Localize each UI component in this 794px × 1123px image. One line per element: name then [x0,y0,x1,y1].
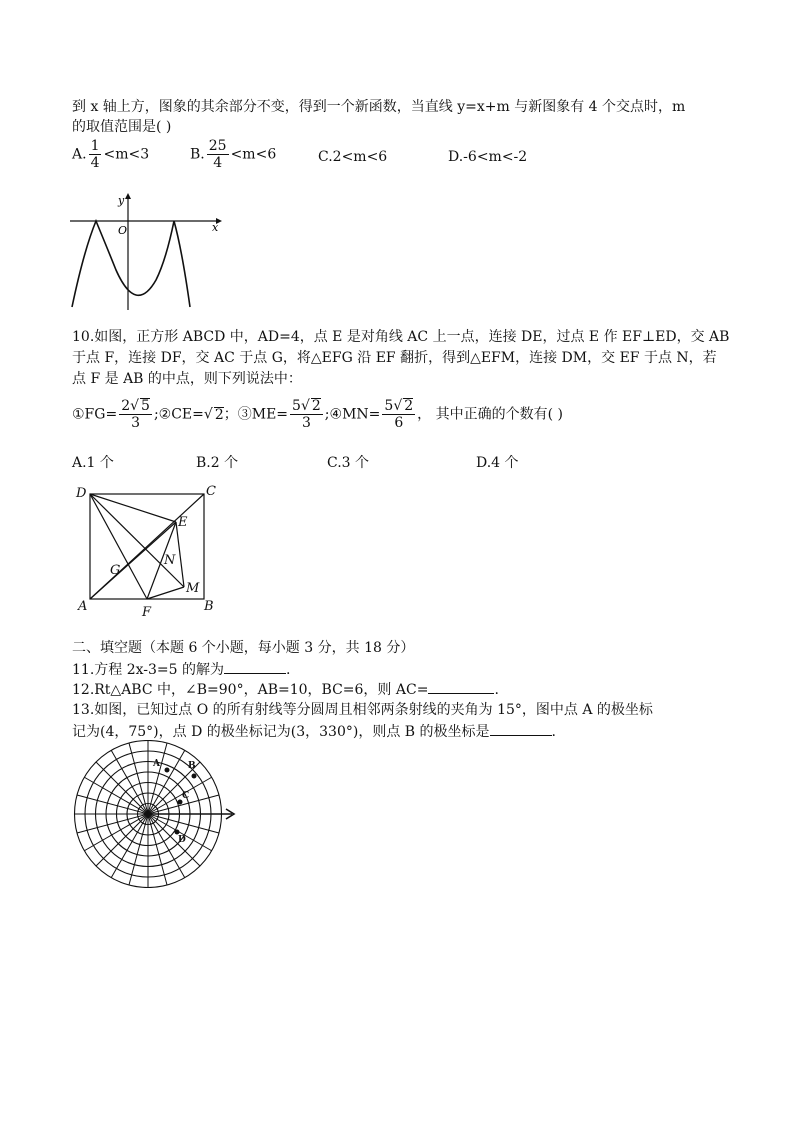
label-e: E [178,515,188,530]
q13-line1: 13.如图，已知过点 O 的所有射线等分圆周且相邻两条射线的夹角为 15°，图中点 A 的极坐标 [72,702,653,718]
q13-line2: 记为(4，75°)，点 D 的极坐标记为(3，330°)，则点 B 的极坐标是 . [72,721,556,742]
q9-option-b-fraction: $\frac{25}{4}$ [208,138,227,171]
q13-text: 记为(4，75°)，点 D 的极坐标记为(3，330°)，则点 B 的极坐标是 [72,724,490,740]
q12: 12.Rt△ABC 中，∠B=90°，AB=10，BC=6，则 AC= . [72,679,499,700]
polar-ray [77,795,148,814]
q10-line3: 点 F 是 AB 的中点，则下列说法中： [72,371,302,387]
q10-option-a: A.1 个 [72,455,114,471]
statement-1-prefix: ①FG= [72,406,118,423]
q9-option-a-prefix: A. [72,146,87,163]
label-m: M [186,581,200,596]
polar-label-c: C [182,791,190,801]
q9-option-b-suffix: <m<6 [230,146,277,163]
q9-option-a [72,138,149,171]
statement-4-fraction: $\frac{5√ 2}{6}$ [384,398,414,431]
polar-label-a: A [153,759,160,769]
polar-ray [148,814,219,833]
q10-option-b: B.2 个 [196,455,239,471]
graph-y-label: y [118,194,125,207]
q9-line1: 到 x 轴上方，图象的其余部分不变，得到一个新函数，当直线 y=x+m 与新图象有 4 个交点时，m [72,99,686,115]
q10-option-d: D.4 个 [476,455,519,471]
point-b [192,774,197,779]
q13-polar-grid [70,740,242,888]
statement-suffix: ， 其中正确的个数有( ) [417,406,563,423]
polar-ray [148,814,167,885]
polar-ray [129,814,148,885]
label-d: D [76,486,87,501]
label-c: C [206,484,216,499]
graph-x-label: x [212,221,219,234]
q11-answer-blank[interactable] [224,659,286,674]
segment-dm [90,494,184,587]
q10-line1: 10.如图，正方形 ABCD 中，AD=4，点 E 是对角线 AC 上一点，连接 DE，过点 E 作 EF⊥ED，交 AB [72,329,730,345]
q9-option-b [190,138,276,171]
point-a [165,768,170,773]
q11-text: 11.方程 2x-3=5 的解为 [72,662,224,678]
statement-3-fraction: $\frac{5√ 2}{3}$ [292,398,321,431]
q13-answer-blank[interactable] [490,721,552,736]
segment-fm [147,587,184,599]
statement-1-fraction: $\frac{2√ 5}{3}$ [121,398,150,431]
q9-option-b-prefix: B. [190,146,205,163]
q10-statements: ①FG= $\frac{2√ 5}{3}$ ;②CE=√ 2；③ME= $\frac{5√ 2}{3}$ ;④MN= $\frac{5√ 2}{6}$ ， 其中正确的个数有( ) [72,398,563,431]
q9-option-c: C.2<m<6 [318,149,388,165]
statement-4-prefix: ;④MN= [324,406,381,423]
folded-parabola-curve [72,221,190,307]
q10-line2: 于点 F，连接 DF，交 AC 于点 G，将△EFG 沿 EF 翻折，得到△EFM，连接 DM，交 EF 于点 N，若 [72,350,717,366]
q9-option-d: D.-6<m<-2 [448,149,528,165]
q11: 11.方程 2x-3=5 的解为 . [72,659,290,680]
q10-square-figure [72,482,222,622]
polar-ray [129,743,148,814]
q9-option-a-suffix: <m<3 [103,146,150,163]
point-d [175,830,180,835]
section-2-heading: 二、填空题（本题 6 个小题，每小题 3 分，共 18 分） [72,640,415,656]
graph-origin-label: O [118,224,128,237]
statement-2-prefix: ;②CE= [153,406,204,423]
q12-text: 12.Rt△ABC 中，∠B=90°，AB=10，BC=6，则 AC= [72,682,429,698]
label-f: F [142,605,152,620]
statement-3-prefix: ；③ME= [223,406,289,423]
polar-label-b: B [188,761,196,771]
q12-answer-blank[interactable] [428,679,494,694]
segment-em [176,522,184,587]
q9-option-a-fraction: $\frac{1}{4}$ [90,138,100,171]
q10-option-c: C.3 个 [327,455,370,471]
statement-2-radical: 2 [214,406,224,423]
q9-line2: 的取值范围是( ) [72,119,172,135]
label-g: G [110,563,121,578]
polar-label-d: D [178,835,186,845]
label-b: B [204,599,214,614]
label-n: N [164,553,176,568]
polar-ray [77,814,148,833]
label-a: A [78,599,88,614]
q9-function-graph [66,190,226,312]
polar-ray [148,743,167,814]
y-axis-arrow-icon [125,193,131,199]
